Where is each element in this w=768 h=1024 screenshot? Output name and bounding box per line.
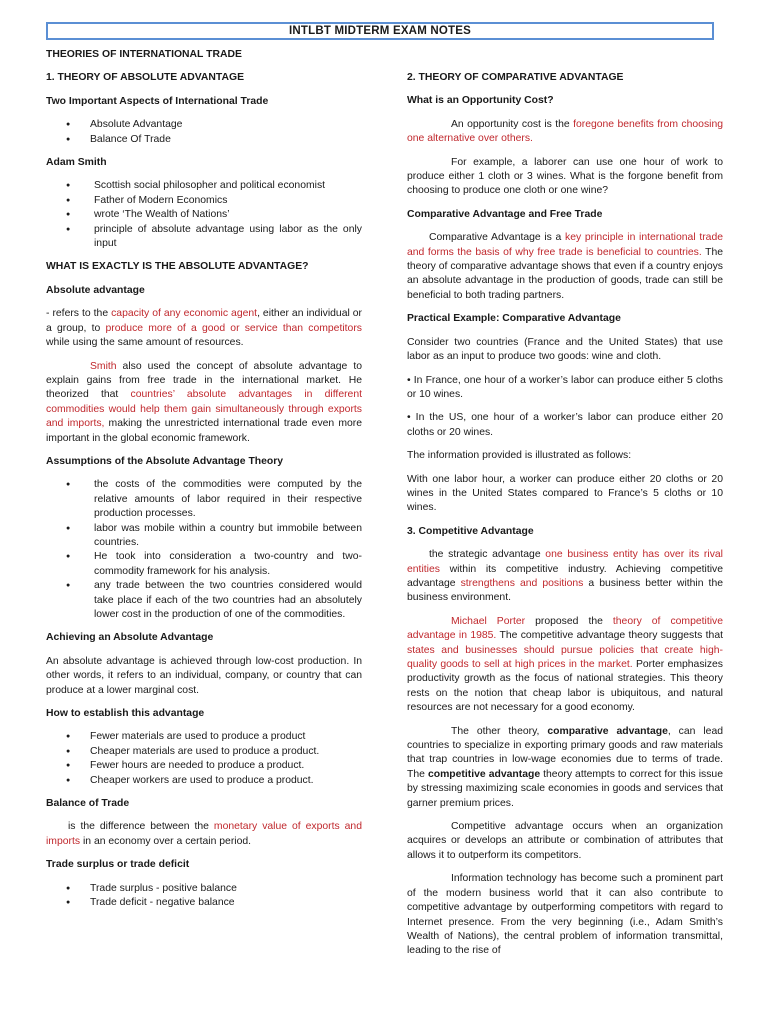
practical-paragraph: • In France, one hour of a worker’s labor can produce either 5 cloths or 10 wines. [407,374,723,400]
porter-paragraph: Michael Porter proposed the theory of competitive advantage in 1985. The competitive advantage theory suggests that states and businesses should pursue policies that create high-quality goods to sell at high prices in the market. Porter emphasizes productivity growth as the focus of national strategies. This theory rests on the notion that cheap labor is ubiquitous, and natural resources are not necessary for a good economy. [407,615,724,714]
left-column [46,48,362,920]
heading-balance-of-trade: Balance of Trade [46,798,130,810]
list-item: ● Fewer materials are used to produce a product [46,730,362,744]
other-theory-paragraph: The other theory, comparative advantage, can lead countries to specialize in exporting primary goods and raw materials that trap countries in low-wage economies due to terms of trade. The competitive advantage theory attempts to correct for this issue by stressing maximizing scale economies in goods and services that garner premium prices. [407,725,723,809]
list-item: ● Cheaper materials are used to produce a product. [46,745,362,759]
assumptions-list [46,478,362,622]
list-item: ● Absolute Advantage [46,118,362,132]
absolute-advantage-definition: - refers to the capacity of any economic agent, either an individual or a group, to produce more of a good or service than competitors while using the same amount of resources. [46,308,363,349]
right-column [407,48,723,968]
list-item: ● Trade deficit - negative balance [46,896,362,910]
heading-practical-example: Practical Example: Comparative Advantage [407,313,621,325]
competitive-definition: the strategic advantage one business entity has over its rival entities within its competitive industry. Achieving competitive advantage strengthens and positions a business better within the business environment. [407,549,724,604]
practical-paragraph: With one labor hour, a worker can produce either 20 cloths or 20 wines in the United States compared to France’s 5 cloths or 10 wines. [407,473,723,514]
practical-paragraph: The information provided is illustrated as follows: [407,450,632,462]
list-item: ● Balance Of Trade [46,133,362,147]
list-item: ● principle of absolute advantage using labor as the only input [46,223,362,252]
list-item: ● Cheaper workers are used to produce a product. [46,774,362,788]
opportunity-cost-paragraph: An opportunity cost is the foregone benefits from choosing one alternative over others. [407,118,724,145]
list-item: ● Trade surplus - positive balance [46,882,362,896]
heading-adam-smith: Adam Smith [46,157,107,169]
list-item: ● wrote ‘The Wealth of Nations’ [46,208,362,222]
list-item: ● Scottish social philosopher and political economist [46,179,362,193]
surplus-list [46,882,362,911]
practical-paragraph: Consider two countries (France and the United States) that use labor as an input to produce two goods: wine and cloth. [407,336,723,363]
list-item: ● Father of Modern Economics [46,194,362,208]
infotech-paragraph: Information technology has become such a prominent part of the modern business world that it can also contribute to competitive advantage by outperforming competitors with regard to Internet presence. From the very beginning (i.e., Adam Smith’s Wealth of Nations), the central problem of information transmittal, leading to the rise of [407,873,723,957]
list-item: ● He took into consideration a two-country and two-commodity framework for his analysis. [46,550,362,579]
balance-paragraph: is the difference between the monetary value of exports and imports in an economy over a certain period. [46,821,362,847]
title-banner [46,22,714,40]
practical-paragraph: • In the US, one hour of a worker’s labor can produce either 20 cloths or 20 wines. [407,412,723,438]
heading-what-is: WHAT IS EXACTLY IS THE ABSOLUTE ADVANTAGE? [46,261,309,273]
heading-free-trade: Comparative Advantage and Free Trade [407,208,603,220]
heading-establish: How to establish this advantage [46,708,205,720]
heading-opportunity-cost: What is an Opportunity Cost? [407,95,554,107]
smith-paragraph: Smith also used the concept of absolute advantage to explain gains from free trade in the international market. He theorized that countries’ absolute advantages in different commodities would help them gain simultaneously through exports and imports, making the unrestricted international trade even more important in the global economic framework. [46,360,362,444]
heading-assumptions: Assumptions of the Absolute Advantage Theory [46,455,284,467]
occurs-paragraph: Competitive advantage occurs when an organization acquires or develops an attribute or combination of attributes that allows it to outperform its competitors. [407,821,723,861]
establish-list [46,730,362,788]
list-item: ● Fewer hours are needed to produce a product. [46,759,362,773]
heading-comparative-advantage: 2. THEORY OF COMPARATIVE ADVANTAGE [407,72,624,83]
document-title: INTLBT MIDTERM EXAM NOTES [289,25,471,37]
list-item: ● labor was mobile within a country but immobile between countries. [46,522,362,551]
free-trade-paragraph: Comparative Advantage is a key principle in international trade and forms the basis of why free trade is beneficial to countries. The theory of comparative advantage shows that even if a country enjoys an absolute advantage in the production of goods, trade can still be beneficial to both trading partners. [407,232,724,301]
heading-absolute-advantage-def: Absolute advantage [46,284,145,296]
aspects-list [46,118,362,147]
heading-absolute-advantage: 1. THEORY OF ABSOLUTE ADVANTAGE [46,72,245,84]
heading-competitive-advantage: 3. Competitive Advantage [407,525,534,537]
example-paragraph: For example, a laborer can use one hour of work to produce either 1 cloth or 3 wines. What is the forgone benefit from choosing to produce one cloth or one wine? [407,156,723,197]
list-item: ● any trade between the two countries considered would take place if each of the two countries had an absolutely lower cost in the production of one of the commodities. [46,579,362,622]
achieving-paragraph: An absolute advantage is achieved through low-cost production. In other words, it refers to an individual, company, or country that can produce at a lower marginal cost. [46,655,362,696]
adam-smith-list [46,179,362,251]
heading-two-aspects: Two Important Aspects of International Trade [46,95,269,107]
list-item: ● the costs of the commodities were computed by the relative amounts of labor required in their respective production processes. [46,478,362,521]
heading-achieving: Achieving an Absolute Advantage [46,632,214,644]
heading-surplus-deficit: Trade surplus or trade deficit [46,859,190,871]
heading-theories: THEORIES OF INTERNATIONAL TRADE [46,49,242,60]
